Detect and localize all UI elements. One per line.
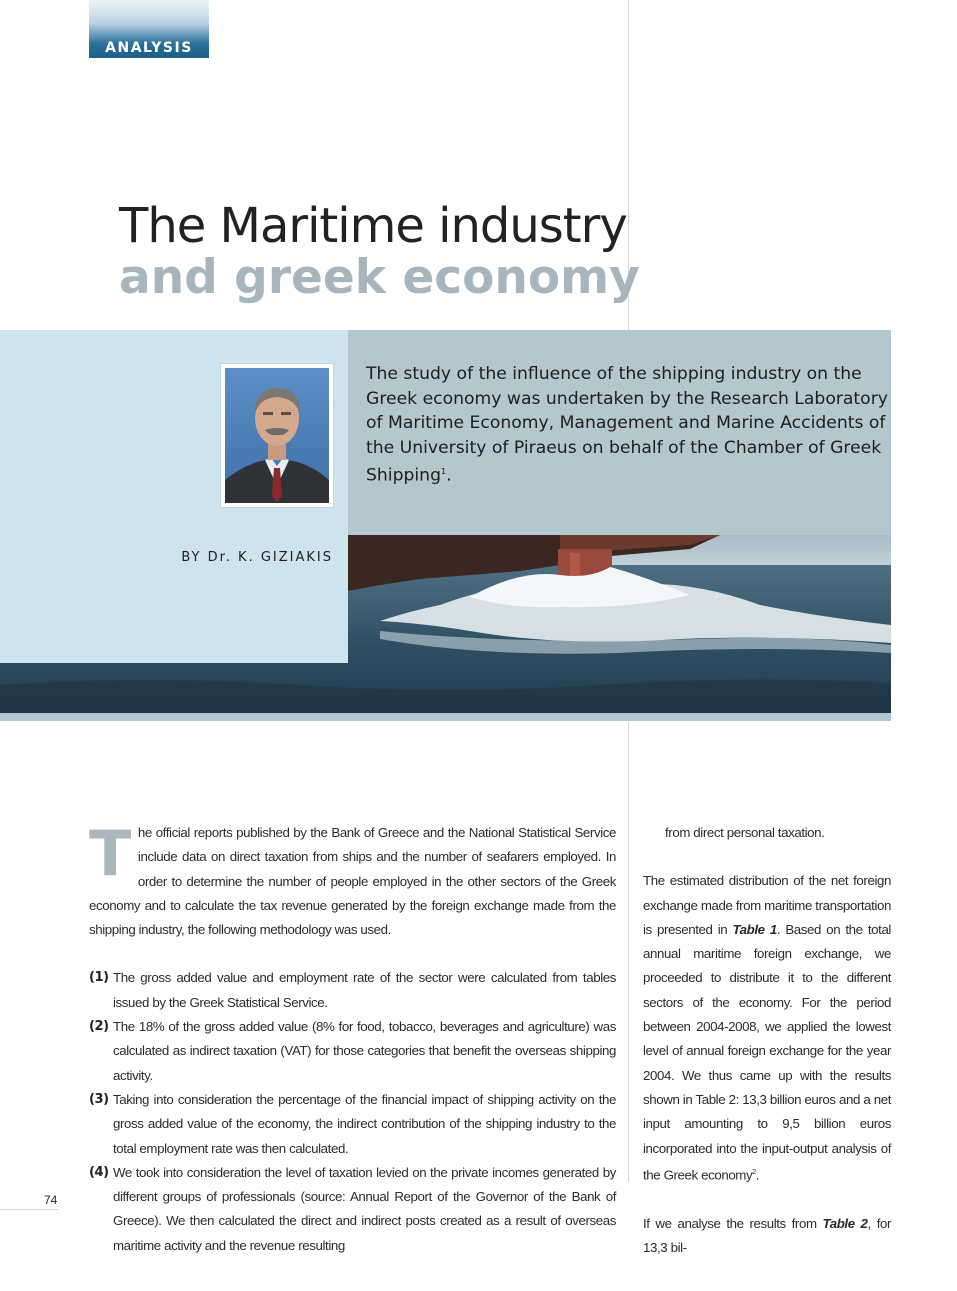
table-1-reference: Table 1 — [732, 921, 777, 937]
column-divider-bottom — [628, 722, 629, 1182]
page-number: 74 — [44, 1193, 58, 1207]
list-item — [89, 1161, 616, 1258]
table-2-reference: Table 2 — [822, 1215, 868, 1231]
page-number-rule — [0, 1209, 58, 1210]
section-tag-label: ANALYSIS — [105, 40, 193, 56]
article-subtitle: and greek economy — [119, 250, 640, 305]
list-item-number: (3) — [89, 1091, 109, 1107]
list-item-number: (4) — [89, 1164, 109, 1180]
list-item-text: We took into consideration the level of taxation levied on the private incomes generated by different groups of professionals (source: Annual Report of the Governor of the Bank of Greece). We then calculated the direct and indirect posts created as a result of overseas maritime activity and the revenue resulting — [113, 1164, 616, 1253]
intro-text: he official reports published by the Bank of Greece and the National Statistical Service include data on direct taxation from ships and the number of seafarers employed. In order to determine the number of people employed in the other sectors of the Greek economy and to calculate the tax revenue generated by the foreign exchange made from the shipping industry, the following methodology was used. — [89, 825, 616, 938]
list-item — [89, 1088, 616, 1161]
section-tag — [89, 0, 209, 58]
author-photo — [221, 364, 333, 507]
author-portrait-image — [225, 368, 329, 503]
foreign-exchange-paragraph — [643, 869, 891, 1187]
analysis-paragraph — [643, 1212, 891, 1261]
list-item-text: The gross added value and employment rate of the sector were calculated from tables issued by the Greek Statistical Service. — [113, 970, 616, 1010]
list-item-text: Taking into consideration the percentage of the financial impact of shipping activity on the gross added value of the economy, the indirect contribution of the shipping industry to the total employment rate was then calculated. — [113, 1091, 616, 1156]
article-body-left — [89, 817, 616, 1258]
article-deck — [366, 362, 891, 488]
ship-wake-image — [0, 535, 891, 721]
paragraph-end: . — [755, 1167, 760, 1183]
footnote-ref-2: 2 — [752, 1168, 756, 1176]
paragraph-text: . Based on the total annual maritime foreign exchange, we proceeded to distribute it to the different sectors of the economy. For the period between 2004-2008, we applied the lowest level of annual foreign exchange for the year 2004. We thus came up with the results shown in Table 2: 13,3 billion euros and a net input amounting to 9,5 billion euros incorporated into the input-output analysis of the Greek economy — [643, 921, 891, 1183]
article-title: The Maritime industry — [119, 198, 627, 254]
deck-footnote-ref: 1 — [440, 467, 447, 476]
list-item — [89, 1015, 616, 1088]
paragraph-text: , for 13,3 bil- — [643, 1215, 892, 1255]
continued-paragraph: from direct personal taxation. — [665, 825, 825, 840]
list-item-number: (1) — [89, 970, 109, 986]
article-body-right — [643, 821, 891, 1260]
paragraph-text: If we analyse the results from — [643, 1215, 823, 1231]
drop-cap: T — [89, 817, 131, 890]
deck-end: . — [446, 465, 452, 486]
deck-text: The study of the influence of the shipping industry on the Greek economy was undertaken by the Research Laboratory of Maritime Economy, Management and Marine Accidents of the University of Piraeus on behalf of the Chamber of Greek Shipping — [366, 364, 888, 486]
methodology-list — [89, 966, 616, 1258]
author-name: BY Dr. K. GIZIAKIS — [181, 550, 333, 565]
list-item-number: (2) — [89, 1019, 109, 1035]
intro-paragraph — [89, 817, 616, 942]
list-item — [89, 966, 616, 1015]
paragraph-text: The estimated distribution of the net foreign exchange made from maritime transportation is presented in — [643, 873, 891, 937]
list-item-text: The 18% of the gross added value (8% for food, tobacco, beverages and agriculture) was calculated as indirect taxation (VAT) for those categories that benefit the overseas shipping activity. — [113, 1019, 616, 1083]
